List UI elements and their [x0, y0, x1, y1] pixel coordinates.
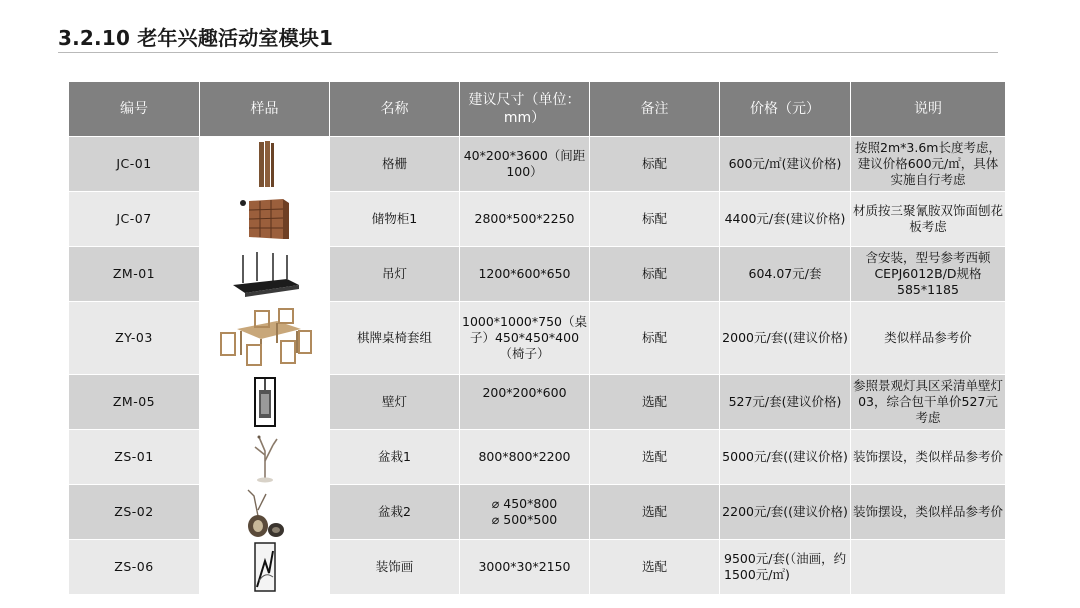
cell-note: 材质按三聚氰胺双饰面刨花板考虑 [851, 192, 1006, 247]
decorative-painting-icon [200, 540, 330, 595]
table-row [69, 247, 1006, 302]
cell-code: ZS-02 [69, 485, 200, 540]
header-note: 说明 [851, 82, 1006, 137]
page-title: 3.2.10 老年兴趣活动室模块1 [58, 26, 334, 50]
table-chair-set-icon [200, 302, 330, 375]
table-row [69, 192, 1006, 247]
storage-cabinet-icon [200, 192, 330, 247]
cell-code: ZY-03 [69, 302, 200, 375]
cell-price: 2200元/套((建议价格) [720, 485, 851, 540]
header-name: 名称 [330, 82, 460, 137]
table-row [69, 375, 1006, 430]
table-row [69, 430, 1006, 485]
product-spec-table [68, 81, 1006, 595]
table-row [69, 137, 1006, 192]
cell-price: 2000元/套((建议价格) [720, 302, 851, 375]
cell-size: 40*200*3600（间距100） [460, 137, 590, 192]
cell-note: 类似样品参考价 [851, 302, 1006, 375]
wall-lamp-icon [200, 375, 330, 430]
cell-note: 含安装，型号参考西顿CEPJ6012B/D规格585*1185 [851, 247, 1006, 302]
cell-name: 装饰画 [330, 540, 460, 595]
table-row [69, 485, 1006, 540]
cell-name: 吊灯 [330, 247, 460, 302]
cell-code: ZS-06 [69, 540, 200, 595]
cell-note: 装饰摆设，类似样品参考价 [851, 430, 1006, 485]
pendant-lamp-icon [200, 247, 330, 302]
cell-note: 按照2m*3.6m长度考虑，建议价格600元/㎡，具体实施自行考虑 [851, 137, 1006, 192]
cell-size: 2800*500*2250 [460, 192, 590, 247]
cell-name: 储物柜1 [330, 192, 460, 247]
table-header-row [69, 82, 1006, 137]
cell-code: ZS-01 [69, 430, 200, 485]
wood-grille-icon [200, 137, 330, 192]
cell-remark: 标配 [590, 302, 720, 375]
cell-code: ZM-01 [69, 247, 200, 302]
cell-name: 棋牌桌椅套组 [330, 302, 460, 375]
cell-code: JC-01 [69, 137, 200, 192]
cell-price: 600元/㎡(建议价格) [720, 137, 851, 192]
cell-remark: 标配 [590, 137, 720, 192]
cell-remark: 选配 [590, 375, 720, 430]
cell-price: 604.07元/套 [720, 247, 851, 302]
header-remark: 备注 [590, 82, 720, 137]
potted-plant-vase-icon [200, 485, 330, 540]
cell-price: 527元/套(建议价格) [720, 375, 851, 430]
cell-size: 1000*1000*750（桌子）450*450*400（椅子） [460, 302, 590, 375]
cell-remark: 选配 [590, 430, 720, 485]
cell-remark: 标配 [590, 247, 720, 302]
table-row [69, 302, 1006, 375]
cell-name: 壁灯 [330, 375, 460, 430]
header-price: 价格（元） [720, 82, 851, 137]
header-code: 编号 [69, 82, 200, 137]
header-sample: 样品 [200, 82, 330, 137]
title-divider [58, 52, 998, 53]
cell-size: 200*200*600 [460, 375, 590, 430]
cell-size: 1200*600*650 [460, 247, 590, 302]
cell-price: 9500元/套(（油画，约1500元/㎡) [720, 540, 851, 595]
cell-note: 装饰摆设，类似样品参考价 [851, 485, 1006, 540]
cell-price: 4400元/套(建议价格) [720, 192, 851, 247]
cell-note: 参照景观灯具区采清单壁灯03，综合包干单价527元考虑 [851, 375, 1006, 430]
cell-code: ZM-05 [69, 375, 200, 430]
cell-size: 3000*30*2150 [460, 540, 590, 595]
cell-remark: 标配 [590, 192, 720, 247]
cell-remark: 选配 [590, 485, 720, 540]
cell-name: 盆栽1 [330, 430, 460, 485]
cell-remark: 选配 [590, 540, 720, 595]
cell-code: JC-07 [69, 192, 200, 247]
cell-name: 盆栽2 [330, 485, 460, 540]
cell-name: 格栅 [330, 137, 460, 192]
header-size: 建议尺寸（单位：mm） [460, 82, 590, 137]
potted-plant-icon [200, 430, 330, 485]
cell-size: 800*800*2200 [460, 430, 590, 485]
cell-note [851, 540, 1006, 595]
table-row [69, 540, 1006, 595]
cell-price: 5000元/套((建议价格) [720, 430, 851, 485]
cell-size: ⌀ 450*800 ⌀ 500*500 [460, 485, 590, 540]
